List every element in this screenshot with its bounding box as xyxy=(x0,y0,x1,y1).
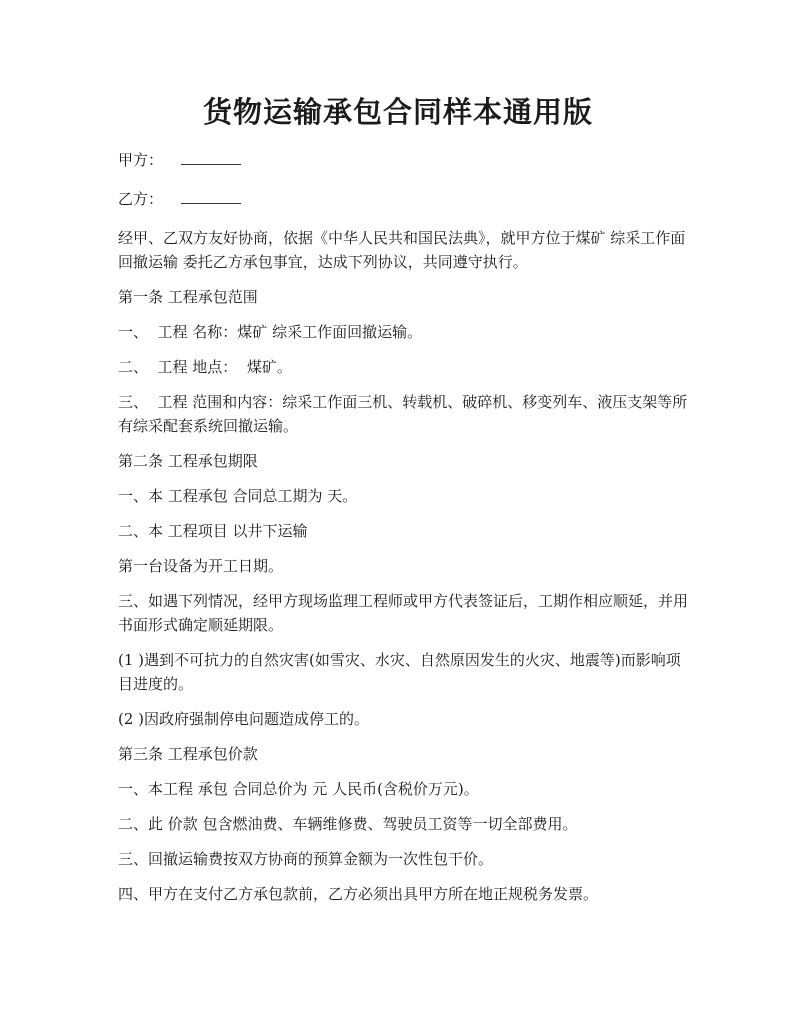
article-2-sub-2: (2 )因政府强制停电问题造成停工的。 xyxy=(118,710,370,728)
article-2-item-1: 一、本 工程承包 合同总工期为 天。 xyxy=(118,487,358,505)
party-b-label: 乙方： xyxy=(118,190,164,208)
party-a-line xyxy=(118,148,688,172)
party-b-blank xyxy=(181,187,241,204)
party-a-label: 甲方： xyxy=(118,151,164,169)
article-1-item-3: 三、 工程 范围和内容：综采工作面三机、转载机、破碎机、移变列车、液压支架等所有综采配套系统回撤运输。 xyxy=(118,393,688,435)
article-2-item-2-cont: 第一台设备为开工日期。 xyxy=(118,557,284,575)
article-3-item-4: 四、甲方在支付乙方承包款前，乙方必须出具甲方所在地正规税务发票。 xyxy=(118,885,599,903)
document-title: 货物运输承包合同样本通用版 xyxy=(202,95,593,129)
document-body xyxy=(118,148,688,917)
article-3-heading: 第三条 工程承包价款 xyxy=(118,745,258,763)
article-3-item-2: 二、此 价款 包含燃油费、车辆维修费、驾驶员工资等一切全部费用。 xyxy=(118,815,578,833)
article-3-item-1: 一、本工程 承包 合同总价为 元 人民币(含税价万元)。 xyxy=(118,780,479,798)
article-1-item-1: 一、 工程 名称：煤矿 综采工作面回撤运输。 xyxy=(118,323,423,341)
paragraph-intro: 经甲、乙双方友好协商，依据《中华人民共和国民法典》，就甲方位于煤矿 综采工作面回撤运输 委托乙方承包事宜，达成下列协议，共同遵守执行。 xyxy=(118,229,686,271)
article-2-sub-1: (1 )遇到不可抗力的自然灾害(如雪灾、水灾、自然原因发生的火灾、地震等)而影响项目进度的。 xyxy=(118,651,681,693)
article-2-heading: 第二条 工程承包期限 xyxy=(118,452,258,470)
article-1-heading: 第一条 工程承包范围 xyxy=(118,288,258,306)
article-1-item-2: 二、 工程 地点： 煤矿。 xyxy=(118,358,292,376)
article-2-item-3: 三、如遇下列情况，经甲方现场监理工程师或甲方代表签证后，工期作相应顺延，并用书面形式确定顺延期限。 xyxy=(118,592,689,634)
article-3-item-3: 三、回撤运输费按双方协商的预算金额为一次性包干价。 xyxy=(118,850,494,868)
article-2-item-2: 二、本 工程项目 以井下运输 xyxy=(118,522,308,540)
party-a-blank xyxy=(181,148,241,165)
party-b-line xyxy=(118,187,688,211)
